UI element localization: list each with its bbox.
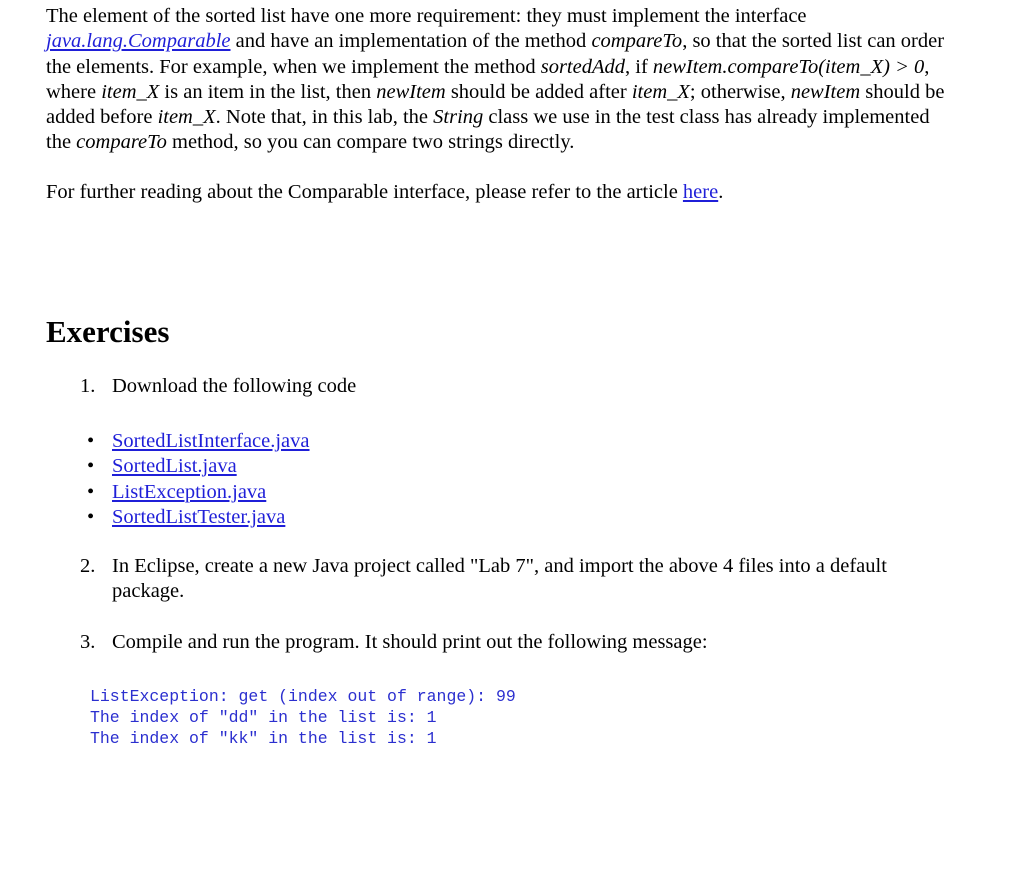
intro-text: method, so you can compare two strings directly. [166,131,575,154]
step-text: Compile and run the program. It should print out the following message: [112,631,708,653]
bullet-icon: • [87,480,95,503]
intro-text: should be added before [46,80,945,129]
step-3 [80,630,900,655]
period: . [718,180,724,203]
code-term: item_X [157,106,216,129]
code-term: compareTo [76,131,167,154]
code-term: item_X [631,80,690,103]
bullet-icon: • [87,430,95,452]
program-output [90,686,516,749]
list-item [80,454,310,479]
exercises-heading: Exercises [46,314,170,349]
intro-text: , where [46,55,930,103]
step-text: Download the following code [112,375,357,397]
step-text: In Eclipse, create a new Java project called "Lab 7", and import the above 4 files into a default package. [112,555,887,603]
intro-text: should be added after [445,80,632,103]
intro-text: class we use in the test class has already implemented the [46,106,930,154]
list-item [80,505,310,530]
code-term: newItem [376,80,446,103]
intro-text: is an item in the list, then [159,80,377,103]
output-line: The index of "kk" in the list is: 1 [90,729,437,748]
comparable-link[interactable]: java.lang.Comparable [46,30,231,53]
file-link-sortedlisttester[interactable]: SortedListTester.java [112,505,286,528]
file-link-sortedlist[interactable]: SortedList.java [112,455,237,478]
code-term: newItem.compareTo(item_X) > 0 [652,55,925,78]
code-term: sortedAdd [540,55,625,78]
intro-text: , so that the sorted list can order the elements. For example, when we implement the method [46,30,945,78]
file-link-sortedlistinterface[interactable]: SortedListInterface.java [112,430,310,452]
code-term: compareTo [591,30,683,53]
further-reading-text: For further reading about the Comparable interface, please refer to the article [46,180,683,203]
output-line: The index of "dd" in the list is: 1 [90,708,437,727]
code-term: newItem [790,80,861,103]
list-item [80,429,310,454]
step-number: 1. [80,375,96,397]
further-reading-paragraph [46,180,946,205]
intro-paragraph [46,4,946,156]
intro-text: The element of the sorted list have one more requirement: they must implement the interface [46,5,807,27]
intro-text: , if [625,55,653,78]
step-2 [80,554,900,605]
intro-text: . Note that, in this lab, the [215,106,434,129]
step-1 [80,374,900,399]
step-number: 3. [80,631,96,653]
code-term: item_X [101,80,160,103]
file-list [80,429,310,530]
intro-text: and have an implementation of the method [230,30,592,53]
document [46,4,946,748]
bullet-icon: • [87,505,95,528]
list-item [80,480,310,505]
file-link-listexception[interactable]: ListException.java [112,480,267,503]
here-link[interactable]: here [682,180,719,203]
code-term: String [433,106,484,129]
step-number: 2. [80,555,96,577]
output-line: ListException: get (index out of range): 99 [90,687,516,706]
bullet-icon: • [87,455,95,478]
intro-text: ; otherwise, [689,80,791,103]
